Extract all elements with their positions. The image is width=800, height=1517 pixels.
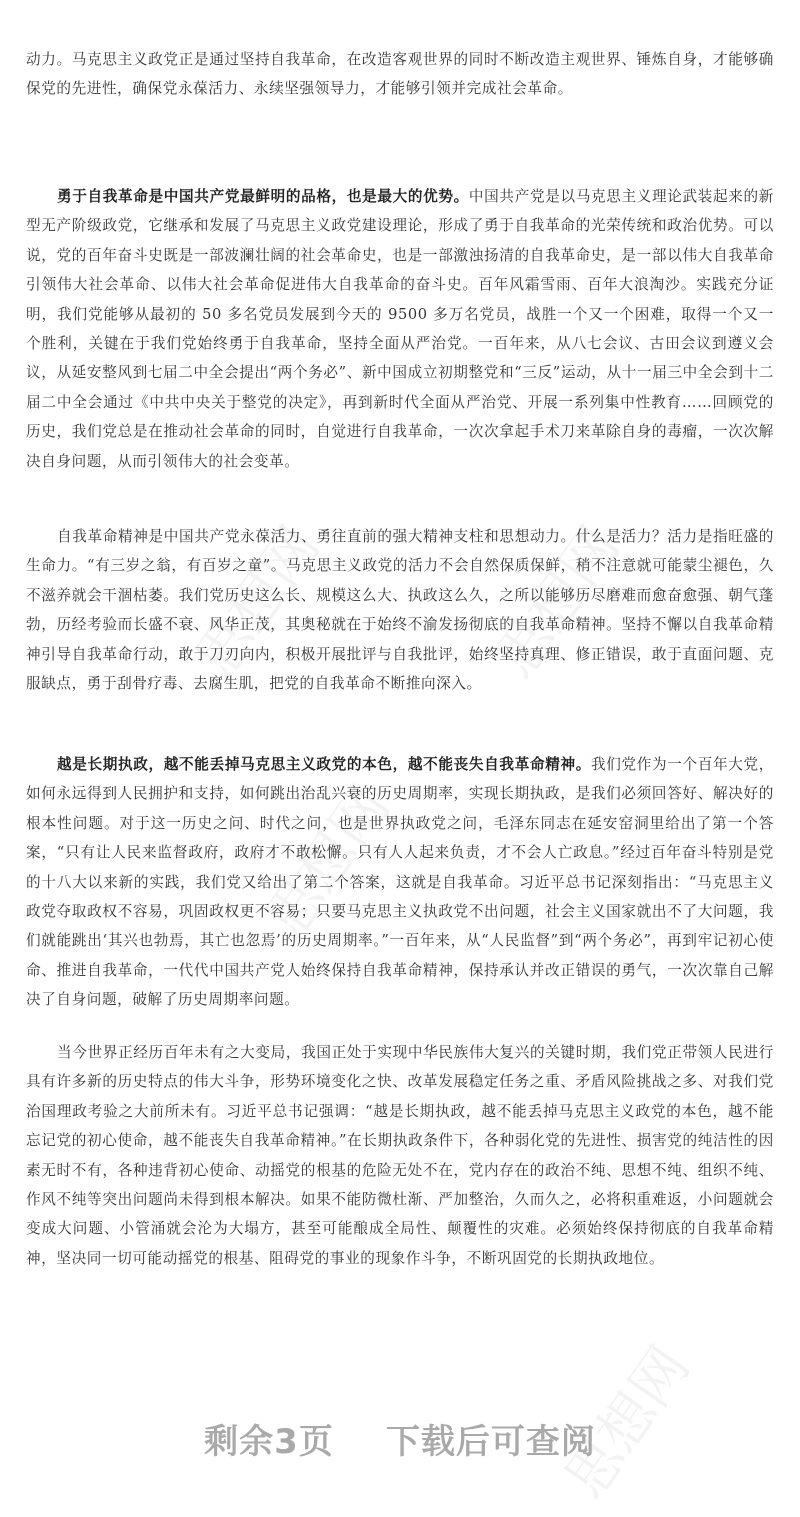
- paragraph-continuation: [26, 45, 774, 104]
- paragraph-bold-lead: 越是长期执政，越不能丢掉马克思主义政党的本色，越不能丧失自我革命精神。: [57, 756, 591, 773]
- paragraph-self-revolution-character: [26, 182, 774, 476]
- paragraph-current-situation: [26, 1038, 774, 1273]
- watermark: 思想网: [252, 775, 403, 951]
- paragraph-self-revolution-spirit: [26, 522, 774, 698]
- paragraph-bold-lead: 勇于自我革命是中国共产党最鲜明的品格，也是最大的优势。: [57, 188, 469, 205]
- watermark: 思想网: [182, 515, 333, 691]
- paragraph-text: 我们党作为一个百年大党，如何永远得到人民拥护和支持，如何跳出治乱兴衰的历史周期率，实现长期执政，是我们必须回答好、解决好的根本性问题。对于这一历史之问、时代之问，也是世界执政党之问，毛泽东同志在延安窑洞里给出了第一个答案，“只有让人民来监督政府，政府才不敢松懈。只有人人起来负责，才不会人亡政息。”经过百年奋斗特别是党的十八大以来新的实践，我们党又给出了第二个答案，这就是自我革命。习近平总书记深刻指出：“马克思主义政党夺取政权不容易，巩固政权更不容易；只要马克思主义执政党不出问题，社会主义国家就出不了大问题，我们就能跳出‘其兴也勃焉，其亡也忽焉’的历史周期率。”一百年来，从“人民监督”到“两个务必”，再到牢记初心使命、推进自我革命，一代代中国共产党人始终保持自我革命精神，保持承认并改正错误的勇气，一次次靠自己解决了自身问题，破解了历史周期率问题。: [26, 756, 774, 1009]
- download-hint-label: 下载后可查阅: [385, 1422, 596, 1462]
- paragraph-long-term-governance: [26, 750, 774, 1015]
- remaining-pages-label: 剩余3页: [204, 1422, 334, 1462]
- download-banner[interactable]: [0, 1414, 800, 1463]
- paragraph-text: 自我革命精神是中国共产党永葆活力、勇往直前的强大精神支柱和思想动力。什么是活力？活力是指旺盛的生命力。“有三岁之翁，有百岁之童”。马克思主义政党的活力不会自然保质保鲜，稍不注意就可能蒙尘褪色，久不滋养就会干涸枯萎。我们党历史这么长、规模这么大、执政这么久，之所以能够历尽磨难而愈奋愈强、朝气蓬勃，历经考验而长盛不衰、风华正茂，其奥秘就在于始终不渝发扬彻底的自我革命精神。坚持不懈以自我革命精神引导自我革命行动，敢于刀刃向内，积极开展批评与自我批评，始终坚持真理、修正错误，敢于直面问题、克服缺点，勇于刮骨疗毒、去腐生肌，把党的自我革命不断推向深入。: [26, 528, 774, 693]
- paragraph-text: 当今世界正经历百年未有之大变局，我国正处于实现中华民族伟大复兴的关键时期，我们党正带领人民进行具有许多新的历史特点的伟大斗争，形势环境变化之快、改革发展稳定任务之重、矛盾风险挑战之多、对我们党治国理政考验之大前所未有。习近平总书记强调：“越是长期执政，越不能丢掉马克思主义政党的本色，越不能忘记党的初心使命，越不能丧失自我革命精神。”在长期执政条件下，各种弱化党的先进性、损害党的纯洁性的因素无时不有，各种违背初心使命、动摇党的根基的危险无处不在，党内存在的政治不纯、思想不纯、组织不纯、作风不纯等突出问题尚未得到根本解决。如果不能防微杜渐、严加整治，久而久之，必将积重难返，小问题就会变成大问题、小管涌就会沦为大塌方，甚至可能酿成全局性、颠覆性的灾难。必须始终保持彻底的自我革命精神，坚决同一切可能动摇党的根基、阻碍党的事业的现象作斗争，不断巩固党的长期执政地位。: [26, 1044, 774, 1267]
- paragraph-text: 动力。马克思主义政党正是通过坚持自我革命，在改造客观世界的同时不断改造主观世界、锤炼自身，才能够确保党的先进性，确保党永葆活力、永续坚强领导力，才能够引领并完成社会革命。: [26, 51, 774, 98]
- watermark: 思想网: [552, 1335, 703, 1511]
- watermark: 思想网: [482, 515, 633, 691]
- paragraph-text: 中国共产党是以马克思主义理论武装起来的新型无产阶级政党，它继承和发展了马克思主义政党建设理论，形成了勇于自我革命的光荣传统和政治优势。可以说，党的百年奋斗史既是一部波澜壮阔的社会革命史，也是一部激浊扬清的自我革命史，是一部以伟大自我革命引领伟大社会革命、以伟大社会革命促进伟大自我革命的奋斗史。百年风霜雪雨、百年大浪淘沙。实践充分证明，我们党能够从最初的 50 多名党员发展到今天的 9500 多万名党员，战胜一个又一个困难，取得一个又一个胜利，关键在于我们党始终勇于自我革命，坚持全面从严治党。一百年来，从八七会议、古田会议到遵义会议，从延安整风到七届二中全会提出“两个务必”、新中国成立初期整党和“三反”运动，从十一届三中全会到十二届二中全会通过《中共中央关于整党的决定》，再到新时代全面从严治党、开展一系列集中性教育……回顾党的历史，我们党总是在推动社会革命的同时，自觉进行自我革命，一次次拿起手术刀来革除自身的毒瘤，一次次解决自身问题，从而引领伟大的社会变革。: [26, 188, 774, 470]
